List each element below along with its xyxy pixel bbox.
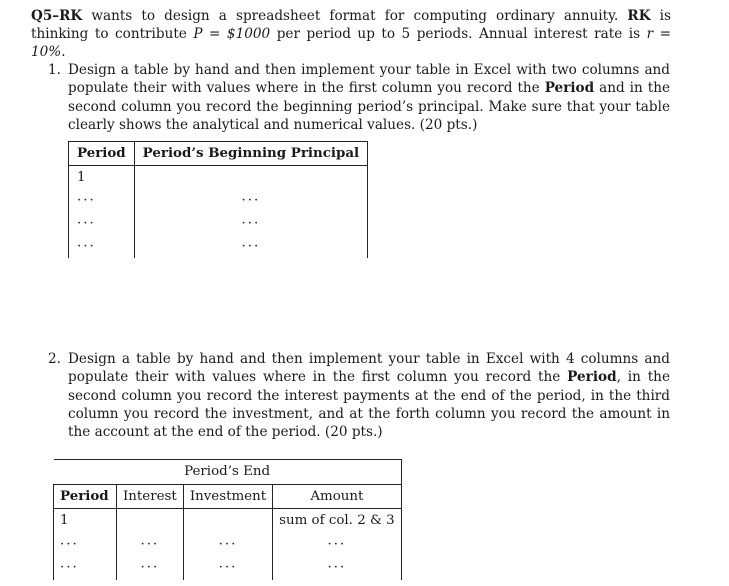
table-cell: sum of col. 2 & 3 <box>273 509 402 533</box>
intro-text-4: . <box>61 44 66 60</box>
table-cell: ··· <box>69 235 135 258</box>
rate-expression: r = 10% <box>31 26 671 60</box>
table-cell: ··· <box>134 212 367 235</box>
table-cell: ··· <box>117 533 184 557</box>
principal-table <box>68 141 368 258</box>
table-cell: ··· <box>134 189 367 212</box>
table-cell: ··· <box>183 556 272 580</box>
table-cell: ··· <box>54 556 117 580</box>
question-1-number: 1. <box>48 62 61 78</box>
table-cell <box>183 509 272 533</box>
header-period: Period <box>69 142 135 166</box>
contribution-expression: P = $1000 <box>193 26 271 42</box>
table-cell: ··· <box>183 533 272 557</box>
group-header-periods-end: Period’s End <box>54 460 402 485</box>
question-label: Q5–RK <box>31 8 83 24</box>
table-row <box>54 533 402 557</box>
header-investment: Investment <box>183 484 272 509</box>
annuity-table <box>53 459 402 580</box>
table-row <box>54 556 402 580</box>
question-1-text: Design a table by hand and then implement your table in Excel with two columns and populate their with values where in the first column you record the Period and in the second column you record the beginning period’s principal. Make sure that your table clearly shows the analytical and numerical values. (20 pts.) <box>68 62 671 133</box>
intro-rk: RK <box>627 8 651 24</box>
question-2-bold: Period <box>567 369 617 386</box>
intro-text-1: wants to design a spreadsheet format for computing ordinary annuity. <box>82 8 628 24</box>
intro-text-2: is thinking to contribute <box>31 8 671 42</box>
table-cell <box>117 509 184 533</box>
question-2 <box>48 350 670 441</box>
table-row <box>69 166 368 190</box>
table-cell: ··· <box>69 189 135 212</box>
question-1 <box>48 61 670 134</box>
question-2-number: 2. <box>48 351 61 367</box>
table-cell: ··· <box>273 533 402 557</box>
table-cell: ··· <box>69 212 135 235</box>
table-row <box>69 212 368 235</box>
table-cell: 1 <box>54 509 117 533</box>
table-row <box>54 509 402 533</box>
header-period: Period <box>54 484 117 509</box>
table-cell <box>134 166 367 190</box>
table-cell: ··· <box>117 556 184 580</box>
header-interest: Interest <box>117 484 184 509</box>
header-amount: Amount <box>273 484 402 509</box>
table-header-row <box>69 142 368 166</box>
table-cell: ··· <box>134 235 367 258</box>
table-cell: 1 <box>69 166 135 190</box>
table-row <box>69 189 368 212</box>
table-cell: ··· <box>54 533 117 557</box>
intro-paragraph <box>31 7 671 61</box>
table-row <box>69 235 368 258</box>
question-2-text: Design a table by hand and then implement your table in Excel with 4 columns and populate their with values where in the first column you record the Period, in the second column you record the interest payments at the end of the period, in the third column you record the investment, and at the forth column you record the amount in the account at the end of the period. (20 pts.) <box>68 351 670 441</box>
table-cell: ··· <box>273 556 402 580</box>
header-beginning-principal: Period’s Beginning Principal <box>134 142 367 166</box>
table-header-row <box>54 484 402 509</box>
question-1-bold: Period <box>544 80 595 97</box>
intro-text-3: per period up to 5 periods. Annual interest rate is <box>270 26 647 42</box>
group-header-row <box>54 460 402 485</box>
